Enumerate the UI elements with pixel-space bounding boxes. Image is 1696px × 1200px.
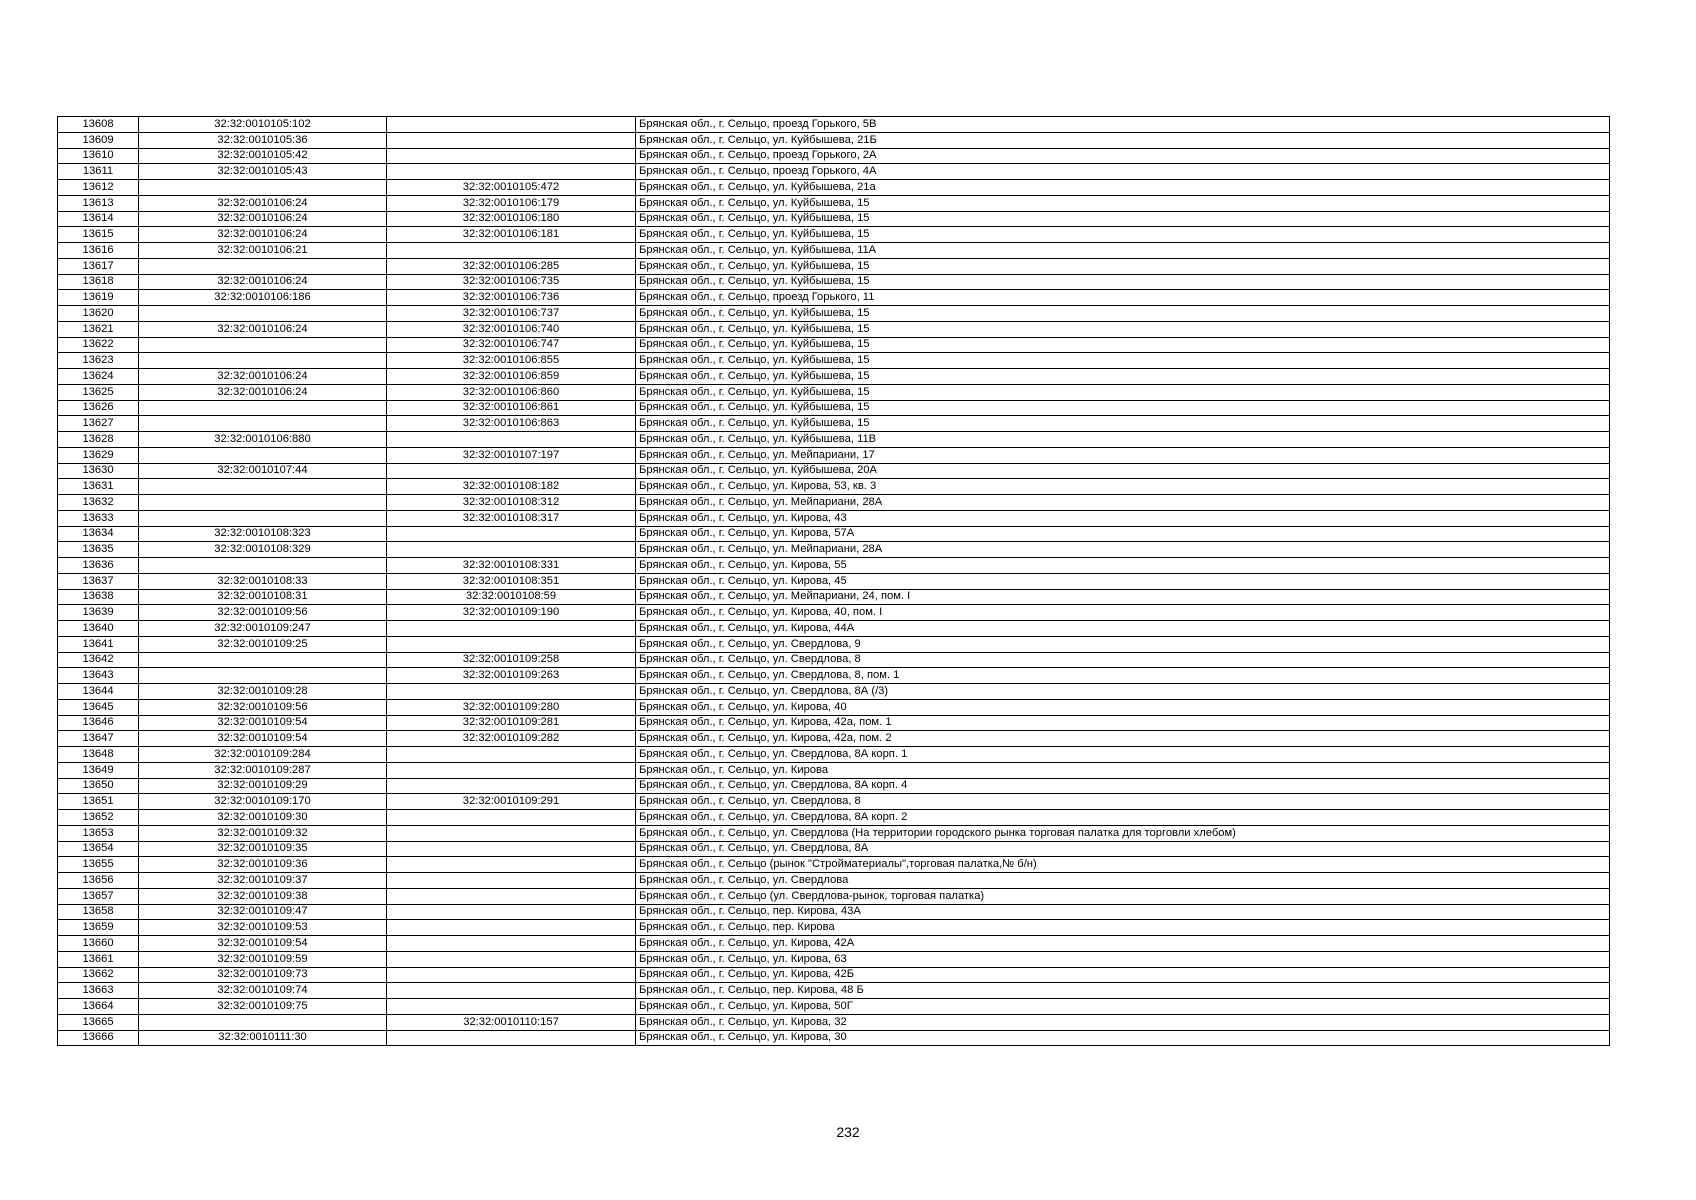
row-number-cell: 13661 <box>58 951 139 967</box>
cadastral-number-cell: 32:32:0010109:54 <box>139 715 387 731</box>
address-cell: Брянская обл., г. Сельцо, пер. Кирова, 48 Б <box>636 983 1610 999</box>
object-cadastral-number-cell: 32:32:0010106:740 <box>387 321 636 337</box>
address-cell: Брянская обл., г. Сельцо, ул. Куйбышева, 15 <box>636 306 1610 322</box>
cadastral-number-cell <box>139 652 387 668</box>
row-number-cell: 13629 <box>58 447 139 463</box>
address-cell: Брянская обл., г. Сельцо, ул. Кирова, 55 <box>636 558 1610 574</box>
address-cell: Брянская обл., г. Сельцо, проезд Горького, 2А <box>636 148 1610 164</box>
table-row <box>58 353 1610 369</box>
table-row <box>58 132 1610 148</box>
object-cadastral-number-cell: 32:32:0010106:180 <box>387 211 636 227</box>
property-registry-table <box>57 116 1610 1046</box>
address-cell: Брянская обл., г. Сельцо, ул. Куйбышева, 21а <box>636 180 1610 196</box>
address-cell: Брянская обл., г. Сельцо, ул. Свердлова, 9 <box>636 636 1610 652</box>
table-row <box>58 180 1610 196</box>
address-cell: Брянская обл., г. Сельцо, ул. Кирова, 42Б <box>636 967 1610 983</box>
address-cell: Брянская обл., г. Сельцо, ул. Кирова, 42а, пом. 1 <box>636 715 1610 731</box>
object-cadastral-number-cell: 32:32:0010106:860 <box>387 384 636 400</box>
row-number-cell: 13627 <box>58 416 139 432</box>
address-cell: Брянская обл., г. Сельцо, ул. Кирова, 45 <box>636 573 1610 589</box>
row-number-cell: 13619 <box>58 290 139 306</box>
cadastral-number-cell <box>139 668 387 684</box>
cadastral-number-cell: 32:32:0010109:32 <box>139 825 387 841</box>
address-cell: Брянская обл., г. Сельцо, ул. Кирова, 40, пом. I <box>636 605 1610 621</box>
table-row <box>58 337 1610 353</box>
cadastral-number-cell: 32:32:0010109:56 <box>139 605 387 621</box>
row-number-cell: 13664 <box>58 999 139 1015</box>
row-number-cell: 13643 <box>58 668 139 684</box>
table-row <box>58 951 1610 967</box>
row-number-cell: 13648 <box>58 747 139 763</box>
cadastral-number-cell: 32:32:0010109:284 <box>139 747 387 763</box>
row-number-cell: 13641 <box>58 636 139 652</box>
object-cadastral-number-cell: 32:32:0010108:331 <box>387 558 636 574</box>
address-cell: Брянская обл., г. Сельцо, ул. Куйбышева, 15 <box>636 274 1610 290</box>
object-cadastral-number-cell: 32:32:0010106:737 <box>387 306 636 322</box>
table-row <box>58 558 1610 574</box>
object-cadastral-number-cell <box>387 542 636 558</box>
registry-table-body <box>58 117 1610 1046</box>
object-cadastral-number-cell: 32:32:0010106:747 <box>387 337 636 353</box>
object-cadastral-number-cell: 32:32:0010109:258 <box>387 652 636 668</box>
cadastral-number-cell <box>139 447 387 463</box>
row-number-cell: 13655 <box>58 857 139 873</box>
object-cadastral-number-cell <box>387 621 636 637</box>
row-number-cell: 13652 <box>58 810 139 826</box>
address-cell: Брянская обл., г. Сельцо, проезд Горького, 4А <box>636 164 1610 180</box>
address-cell: Брянская обл., г. Сельцо, ул. Куйбышева, 15 <box>636 227 1610 243</box>
row-number-cell: 13657 <box>58 888 139 904</box>
cadastral-number-cell <box>139 353 387 369</box>
cadastral-number-cell: 32:32:0010105:36 <box>139 132 387 148</box>
cadastral-number-cell: 32:32:0010109:28 <box>139 684 387 700</box>
cadastral-number-cell: 32:32:0010109:25 <box>139 636 387 652</box>
table-row <box>58 274 1610 290</box>
cadastral-number-cell: 32:32:0010106:880 <box>139 432 387 448</box>
cadastral-number-cell <box>139 495 387 511</box>
object-cadastral-number-cell <box>387 684 636 700</box>
row-number-cell: 13666 <box>58 1030 139 1046</box>
row-number-cell: 13621 <box>58 321 139 337</box>
row-number-cell: 13645 <box>58 699 139 715</box>
cadastral-number-cell: 32:32:0010109:287 <box>139 762 387 778</box>
cadastral-number-cell: 32:32:0010109:29 <box>139 778 387 794</box>
table-row <box>58 684 1610 700</box>
cadastral-number-cell: 32:32:0010109:59 <box>139 951 387 967</box>
table-row <box>58 794 1610 810</box>
address-cell: Брянская обл., г. Сельцо, ул. Кирова, 30 <box>636 1030 1610 1046</box>
address-cell: Брянская обл., г. Сельцо, ул. Кирова, 57А <box>636 526 1610 542</box>
object-cadastral-number-cell <box>387 526 636 542</box>
table-row <box>58 416 1610 432</box>
object-cadastral-number-cell: 32:32:0010108:317 <box>387 510 636 526</box>
table-row <box>58 542 1610 558</box>
cadastral-number-cell: 32:32:0010108:33 <box>139 573 387 589</box>
row-number-cell: 13630 <box>58 463 139 479</box>
address-cell: Брянская обл., г. Сельцо, ул. Кирова, 42А <box>636 936 1610 952</box>
row-number-cell: 13631 <box>58 479 139 495</box>
object-cadastral-number-cell: 32:32:0010106:179 <box>387 195 636 211</box>
row-number-cell: 13659 <box>58 920 139 936</box>
table-row <box>58 589 1610 605</box>
cadastral-number-cell: 32:32:0010106:21 <box>139 243 387 259</box>
object-cadastral-number-cell <box>387 999 636 1015</box>
object-cadastral-number-cell: 32:32:0010105:472 <box>387 180 636 196</box>
cadastral-number-cell: 32:32:0010109:54 <box>139 731 387 747</box>
cadastral-number-cell: 32:32:0010109:247 <box>139 621 387 637</box>
object-cadastral-number-cell <box>387 857 636 873</box>
row-number-cell: 13642 <box>58 652 139 668</box>
table-row <box>58 983 1610 999</box>
address-cell: Брянская обл., г. Сельцо, пер. Кирова, 43А <box>636 904 1610 920</box>
object-cadastral-number-cell <box>387 117 636 133</box>
object-cadastral-number-cell: 32:32:0010106:855 <box>387 353 636 369</box>
cadastral-number-cell: 32:32:0010106:24 <box>139 321 387 337</box>
address-cell: Брянская обл., г. Сельцо, ул. Свердлова, 8 <box>636 794 1610 810</box>
address-cell: Брянская обл., г. Сельцо, ул. Куйбышева, 15 <box>636 400 1610 416</box>
address-cell: Брянская обл., г. Сельцо, ул. Куйбышева, 20А <box>636 463 1610 479</box>
table-row <box>58 668 1610 684</box>
address-cell: Брянская обл., г. Сельцо, ул. Свердлова, 8А корп. 4 <box>636 778 1610 794</box>
object-cadastral-number-cell: 32:32:0010106:181 <box>387 227 636 243</box>
cadastral-number-cell: 32:32:0010105:102 <box>139 117 387 133</box>
address-cell: Брянская обл., г. Сельцо, проезд Горького, 11 <box>636 290 1610 306</box>
table-row <box>58 731 1610 747</box>
object-cadastral-number-cell: 32:32:0010108:182 <box>387 479 636 495</box>
cadastral-number-cell: 32:32:0010107:44 <box>139 463 387 479</box>
cadastral-number-cell: 32:32:0010109:170 <box>139 794 387 810</box>
row-number-cell: 13615 <box>58 227 139 243</box>
cadastral-number-cell: 32:32:0010109:74 <box>139 983 387 999</box>
address-cell: Брянская обл., г. Сельцо, ул. Куйбышева, 15 <box>636 337 1610 353</box>
table-row <box>58 573 1610 589</box>
row-number-cell: 13636 <box>58 558 139 574</box>
address-cell: Брянская обл., г. Сельцо, ул. Куйбышева, 21Б <box>636 132 1610 148</box>
object-cadastral-number-cell: 32:32:0010109:291 <box>387 794 636 810</box>
cadastral-number-cell: 32:32:0010106:24 <box>139 195 387 211</box>
table-row <box>58 904 1610 920</box>
cadastral-number-cell <box>139 337 387 353</box>
row-number-cell: 13649 <box>58 762 139 778</box>
row-number-cell: 13613 <box>58 195 139 211</box>
cadastral-number-cell: 32:32:0010108:31 <box>139 589 387 605</box>
page-number: 232 <box>836 1124 860 1140</box>
object-cadastral-number-cell <box>387 936 636 952</box>
cadastral-number-cell: 32:32:0010106:186 <box>139 290 387 306</box>
row-number-cell: 13665 <box>58 1014 139 1030</box>
object-cadastral-number-cell <box>387 810 636 826</box>
object-cadastral-number-cell: 32:32:0010106:859 <box>387 369 636 385</box>
row-number-cell: 13656 <box>58 873 139 889</box>
cadastral-number-cell <box>139 306 387 322</box>
table-row <box>58 888 1610 904</box>
address-cell: Брянская обл., г. Сельцо, ул. Куйбышева, 15 <box>636 384 1610 400</box>
object-cadastral-number-cell <box>387 164 636 180</box>
object-cadastral-number-cell: 32:32:0010106:285 <box>387 258 636 274</box>
row-number-cell: 13611 <box>58 164 139 180</box>
row-number-cell: 13625 <box>58 384 139 400</box>
address-cell: Брянская обл., г. Сельцо, ул. Кирова, 40 <box>636 699 1610 715</box>
table-row <box>58 243 1610 259</box>
table-row <box>58 321 1610 337</box>
table-row <box>58 747 1610 763</box>
cadastral-number-cell: 32:32:0010106:24 <box>139 369 387 385</box>
table-row <box>58 384 1610 400</box>
address-cell: Брянская обл., г. Сельцо (рынок "Стройматериалы",торговая палатка,№ б/н) <box>636 857 1610 873</box>
object-cadastral-number-cell <box>387 888 636 904</box>
table-row <box>58 258 1610 274</box>
row-number-cell: 13634 <box>58 526 139 542</box>
row-number-cell: 13640 <box>58 621 139 637</box>
object-cadastral-number-cell: 32:32:0010106:861 <box>387 400 636 416</box>
cadastral-number-cell: 32:32:0010109:54 <box>139 936 387 952</box>
cadastral-number-cell: 32:32:0010109:35 <box>139 841 387 857</box>
row-number-cell: 13612 <box>58 180 139 196</box>
table-row <box>58 778 1610 794</box>
address-cell: Брянская обл., г. Сельцо, ул. Куйбышева, 15 <box>636 258 1610 274</box>
object-cadastral-number-cell: 32:32:0010108:351 <box>387 573 636 589</box>
table-row <box>58 369 1610 385</box>
object-cadastral-number-cell: 32:32:0010106:735 <box>387 274 636 290</box>
row-number-cell: 13616 <box>58 243 139 259</box>
row-number-cell: 13623 <box>58 353 139 369</box>
object-cadastral-number-cell <box>387 778 636 794</box>
object-cadastral-number-cell <box>387 904 636 920</box>
row-number-cell: 13618 <box>58 274 139 290</box>
address-cell: Брянская обл., г. Сельцо, ул. Куйбышева, 11А <box>636 243 1610 259</box>
object-cadastral-number-cell <box>387 132 636 148</box>
object-cadastral-number-cell: 32:32:0010106:863 <box>387 416 636 432</box>
address-cell: Брянская обл., г. Сельцо, ул. Куйбышева, 11В <box>636 432 1610 448</box>
address-cell: Брянская обл., г. Сельцо, ул. Свердлова <box>636 873 1610 889</box>
object-cadastral-number-cell <box>387 983 636 999</box>
address-cell: Брянская обл., г. Сельцо, ул. Куйбышева, 15 <box>636 416 1610 432</box>
cadastral-number-cell <box>139 510 387 526</box>
address-cell: Брянская обл., г. Сельцо, ул. Кирова, 63 <box>636 951 1610 967</box>
cadastral-number-cell: 32:32:0010106:24 <box>139 211 387 227</box>
row-number-cell: 13614 <box>58 211 139 227</box>
table-row <box>58 715 1610 731</box>
table-row <box>58 400 1610 416</box>
row-number-cell: 13653 <box>58 825 139 841</box>
table-row <box>58 447 1610 463</box>
row-number-cell: 13660 <box>58 936 139 952</box>
table-row <box>58 605 1610 621</box>
object-cadastral-number-cell: 32:32:0010109:263 <box>387 668 636 684</box>
table-row <box>58 652 1610 668</box>
cadastral-number-cell: 32:32:0010109:56 <box>139 699 387 715</box>
object-cadastral-number-cell <box>387 967 636 983</box>
table-row <box>58 967 1610 983</box>
row-number-cell: 13637 <box>58 573 139 589</box>
row-number-cell: 13650 <box>58 778 139 794</box>
cadastral-number-cell: 32:32:0010109:53 <box>139 920 387 936</box>
row-number-cell: 13633 <box>58 510 139 526</box>
table-row <box>58 117 1610 133</box>
table-row <box>58 873 1610 889</box>
address-cell: Брянская обл., г. Сельцо, ул. Свердлова, 8 <box>636 652 1610 668</box>
object-cadastral-number-cell <box>387 463 636 479</box>
table-row <box>58 699 1610 715</box>
address-cell: Брянская обл., г. Сельцо (ул. Свердлова-рынок, торговая палатка) <box>636 888 1610 904</box>
address-cell: Брянская обл., г. Сельцо, ул. Мейпариани, 24, пом. I <box>636 589 1610 605</box>
table-row <box>58 857 1610 873</box>
table-row <box>58 825 1610 841</box>
object-cadastral-number-cell <box>387 636 636 652</box>
object-cadastral-number-cell <box>387 825 636 841</box>
cadastral-number-cell <box>139 416 387 432</box>
object-cadastral-number-cell: 32:32:0010109:281 <box>387 715 636 731</box>
row-number-cell: 13658 <box>58 904 139 920</box>
cadastral-number-cell <box>139 558 387 574</box>
address-cell: Брянская обл., г. Сельцо, ул. Кирова <box>636 762 1610 778</box>
row-number-cell: 13609 <box>58 132 139 148</box>
address-cell: Брянская обл., г. Сельцо, ул. Куйбышева, 15 <box>636 195 1610 211</box>
object-cadastral-number-cell: 32:32:0010108:59 <box>387 589 636 605</box>
object-cadastral-number-cell <box>387 747 636 763</box>
address-cell: Брянская обл., г. Сельцо, ул. Свердлова, 8А корп. 1 <box>636 747 1610 763</box>
object-cadastral-number-cell <box>387 920 636 936</box>
row-number-cell: 13628 <box>58 432 139 448</box>
row-number-cell: 13620 <box>58 306 139 322</box>
address-cell: Брянская обл., г. Сельцо, ул. Мейпариани, 28А <box>636 542 1610 558</box>
object-cadastral-number-cell: 32:32:0010109:280 <box>387 699 636 715</box>
table-row <box>58 195 1610 211</box>
cadastral-number-cell: 32:32:0010111:30 <box>139 1030 387 1046</box>
cadastral-number-cell: 32:32:0010109:36 <box>139 857 387 873</box>
cadastral-number-cell: 32:32:0010109:47 <box>139 904 387 920</box>
row-number-cell: 13663 <box>58 983 139 999</box>
row-number-cell: 13646 <box>58 715 139 731</box>
table-row <box>58 432 1610 448</box>
address-cell: Брянская обл., г. Сельцо, ул. Кирова, 43 <box>636 510 1610 526</box>
cadastral-number-cell: 32:32:0010109:30 <box>139 810 387 826</box>
address-cell: Брянская обл., г. Сельцо, ул. Кирова, 53, кв. 3 <box>636 479 1610 495</box>
table-row <box>58 164 1610 180</box>
address-cell: Брянская обл., г. Сельцо, ул. Свердлова, 8, пом. 1 <box>636 668 1610 684</box>
object-cadastral-number-cell: 32:32:0010108:312 <box>387 495 636 511</box>
cadastral-number-cell: 32:32:0010108:323 <box>139 526 387 542</box>
address-cell: Брянская обл., г. Сельцо, ул. Куйбышева, 15 <box>636 369 1610 385</box>
object-cadastral-number-cell <box>387 148 636 164</box>
row-number-cell: 13622 <box>58 337 139 353</box>
object-cadastral-number-cell <box>387 841 636 857</box>
table-row <box>58 211 1610 227</box>
cadastral-number-cell: 32:32:0010106:24 <box>139 227 387 243</box>
object-cadastral-number-cell: 32:32:0010109:282 <box>387 731 636 747</box>
address-cell: Брянская обл., г. Сельцо, ул. Мейпариани, 28А <box>636 495 1610 511</box>
table-row <box>58 526 1610 542</box>
address-cell: Брянская обл., г. Сельцо, проезд Горького, 5В <box>636 117 1610 133</box>
table-row <box>58 936 1610 952</box>
address-cell: Брянская обл., г. Сельцо, ул. Кирова, 32 <box>636 1014 1610 1030</box>
table-row <box>58 463 1610 479</box>
address-cell: Брянская обл., г. Сельцо, ул. Куйбышева, 15 <box>636 321 1610 337</box>
address-cell: Брянская обл., г. Сельцо, ул. Мейпариани, 17 <box>636 447 1610 463</box>
object-cadastral-number-cell <box>387 243 636 259</box>
cadastral-number-cell <box>139 1014 387 1030</box>
row-number-cell: 13651 <box>58 794 139 810</box>
table-row <box>58 479 1610 495</box>
object-cadastral-number-cell: 32:32:0010107:197 <box>387 447 636 463</box>
address-cell: Брянская обл., г. Сельцо, пер. Кирова <box>636 920 1610 936</box>
table-row <box>58 810 1610 826</box>
row-number-cell: 13638 <box>58 589 139 605</box>
object-cadastral-number-cell: 32:32:0010106:736 <box>387 290 636 306</box>
row-number-cell: 13624 <box>58 369 139 385</box>
address-cell: Брянская обл., г. Сельцо, ул. Свердлова, 8А (/3) <box>636 684 1610 700</box>
table-row <box>58 762 1610 778</box>
cadastral-number-cell <box>139 258 387 274</box>
cadastral-number-cell <box>139 400 387 416</box>
object-cadastral-number-cell <box>387 951 636 967</box>
cadastral-number-cell: 32:32:0010106:24 <box>139 384 387 400</box>
table-row <box>58 306 1610 322</box>
cadastral-number-cell: 32:32:0010109:38 <box>139 888 387 904</box>
object-cadastral-number-cell <box>387 1030 636 1046</box>
row-number-cell: 13647 <box>58 731 139 747</box>
table-row <box>58 510 1610 526</box>
row-number-cell: 13610 <box>58 148 139 164</box>
table-row <box>58 636 1610 652</box>
row-number-cell: 13654 <box>58 841 139 857</box>
object-cadastral-number-cell <box>387 873 636 889</box>
row-number-cell: 13626 <box>58 400 139 416</box>
table-row <box>58 495 1610 511</box>
cadastral-number-cell: 32:32:0010105:43 <box>139 164 387 180</box>
table-row <box>58 1030 1610 1046</box>
table-row <box>58 148 1610 164</box>
address-cell: Брянская обл., г. Сельцо, ул. Кирова, 44А <box>636 621 1610 637</box>
table-row <box>58 621 1610 637</box>
cadastral-number-cell: 32:32:0010105:42 <box>139 148 387 164</box>
row-number-cell: 13635 <box>58 542 139 558</box>
row-number-cell: 13644 <box>58 684 139 700</box>
address-cell: Брянская обл., г. Сельцо, ул. Куйбышева, 15 <box>636 211 1610 227</box>
row-number-cell: 13617 <box>58 258 139 274</box>
address-cell: Брянская обл., г. Сельцо, ул. Кирова, 42а, пом. 2 <box>636 731 1610 747</box>
object-cadastral-number-cell <box>387 762 636 778</box>
cadastral-number-cell: 32:32:0010109:37 <box>139 873 387 889</box>
cadastral-number-cell: 32:32:0010108:329 <box>139 542 387 558</box>
table-row <box>58 1014 1610 1030</box>
address-cell: Брянская обл., г. Сельцо, ул. Свердлова, 8А корп. 2 <box>636 810 1610 826</box>
cadastral-number-cell <box>139 479 387 495</box>
table-row <box>58 227 1610 243</box>
row-number-cell: 13639 <box>58 605 139 621</box>
object-cadastral-number-cell: 32:32:0010109:190 <box>387 605 636 621</box>
table-row <box>58 290 1610 306</box>
row-number-cell: 13662 <box>58 967 139 983</box>
cadastral-number-cell: 32:32:0010106:24 <box>139 274 387 290</box>
table-row <box>58 999 1610 1015</box>
address-cell: Брянская обл., г. Сельцо, ул. Свердлова, 8А <box>636 841 1610 857</box>
row-number-cell: 13632 <box>58 495 139 511</box>
address-cell: Брянская обл., г. Сельцо, ул. Кирова, 50Г <box>636 999 1610 1015</box>
object-cadastral-number-cell: 32:32:0010110:157 <box>387 1014 636 1030</box>
address-cell: Брянская обл., г. Сельцо, ул. Свердлова (На территории городского рынка торговая палатка для торговли хлебом) <box>636 825 1610 841</box>
row-number-cell: 13608 <box>58 117 139 133</box>
cadastral-number-cell: 32:32:0010109:75 <box>139 999 387 1015</box>
address-cell: Брянская обл., г. Сельцо, ул. Куйбышева, 15 <box>636 353 1610 369</box>
cadastral-number-cell: 32:32:0010109:73 <box>139 967 387 983</box>
table-row <box>58 841 1610 857</box>
cadastral-number-cell <box>139 180 387 196</box>
table-row <box>58 920 1610 936</box>
object-cadastral-number-cell <box>387 432 636 448</box>
